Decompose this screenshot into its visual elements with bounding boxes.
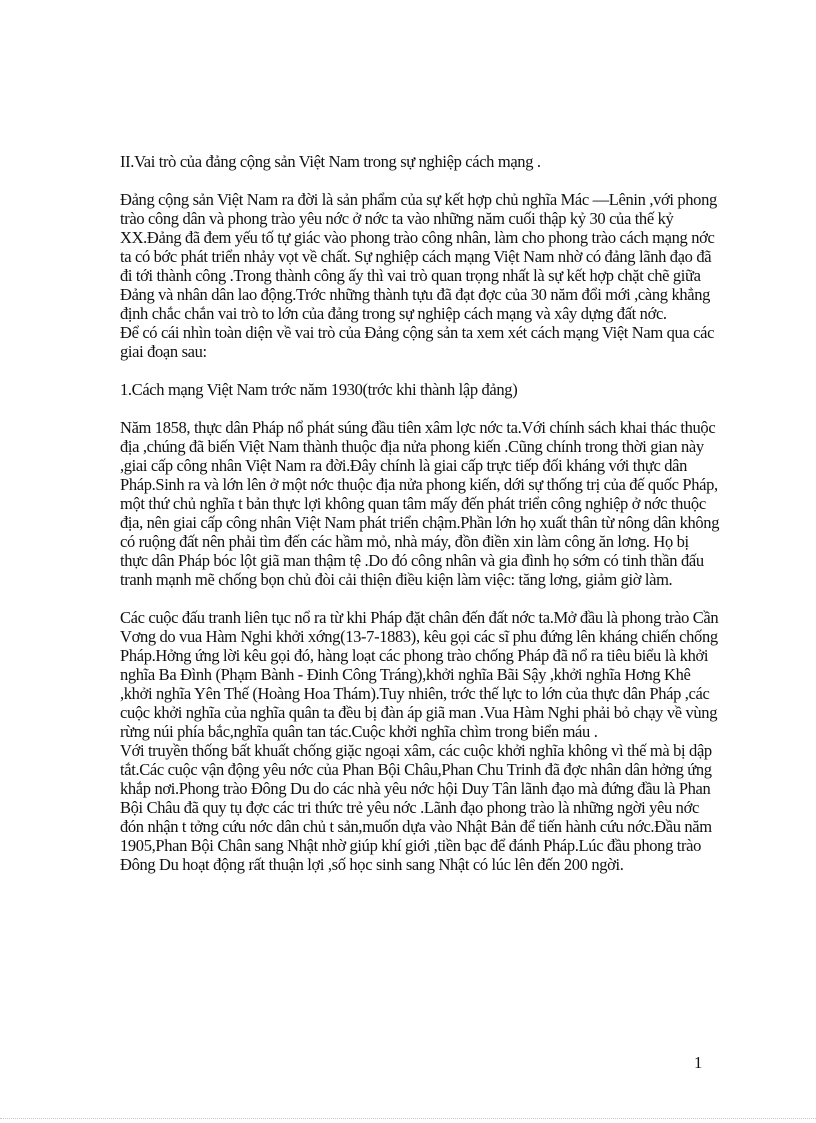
page-bottom-border (0, 1118, 816, 1119)
paragraph-dong-du: Với truyền thống bất khuất chống giặc ngoại xâm, các cuộc khởi nghĩa không vì thế mà bị dập tắt.Các cuộc vận động yêu nớc của Phan Bội Châu,Phan Chu Trinh đã đợc nhân dân hởng ứng khắp nơi.Phong trào Đông Du do các nhà yêu nớc hội Duy Tân lãnh đạo mà đứng đầu là Phan Bội Châu đã quy tụ đợc các tri thức trẻ yêu nớc .Lãnh đạo phong trào là những ngời yêu nớc đón nhận t tởng cứu nớc dân chủ t sản,muốn dựa vào Nhật Bản để tiến hành cứu nớc.Đầu năm 1905,Phan Bội Chân sang Nhật nhờ giúp khí giới ,tiền bạc để đánh Pháp.Lúc đầu phong trào Đông Du hoạt động rất thuận lợi ,số học sinh sang Nhật có lúc lên đến 200 ngời. (120, 741, 712, 874)
paragraph-overview: Để có cái nhìn toàn diện về vai trò của Đảng cộng sản ta xem xét cách mạng Việt Nam qua các giai đoạn sau: (120, 323, 715, 361)
paragraph-colonial: Năm 1858, thực dân Pháp nổ phát súng đầu tiên xâm lợc nớc ta.Với chính sách khai thác thuộc địa ,chúng đã biến Việt Nam thành thuộc địa nửa phong kiến .Cũng chính trong thời gian này ,giai cấp công nhân Việt Nam ra đời.Đây chính là giai cấp trực tiếp đối kháng với thực dân Pháp.Sinh ra và lớn lên ở một nớc thuộc địa nửa phong kiến, dới sự thống trị của đế quốc Pháp, một thứ chủ nghĩa t bản thực lợi không quan tâm mấy đến phát triển công nghiệp ở nớc thuộc địa, nên giai cấp công nhân Việt Nam phát triển chậm.Phần lớn họ xuất thân từ nông dân không có ruộng đất nên phải tìm đến các hầm mỏ, nhà máy, đồn điền xin làm công ăn lơng. Họ bị thực dân Pháp bóc lột giã man thậm tệ .Do đó công nhân và gia đình họ sớm có tinh thần đấu tranh mạnh mẽ chống bọn chủ đòi cải thiện điều kiện làm việc: tăng lơng, giảm giờ làm. (120, 418, 720, 589)
section-heading: II.Vai trò của đảng cộng sản Việt Nam trong sự nghiệp cách mạng . (120, 152, 541, 171)
subsection-heading: 1.Cách mạng Việt Nam trớc năm 1930(trớc khi thành lập đảng) (120, 380, 518, 399)
document-body (120, 152, 720, 874)
paragraph-intro: Đảng cộng sản Việt Nam ra đời là sản phẩm của sự kết hợp chủ nghĩa Mác —Lênin ,với phong trào công dân và phong trào yêu nớc ở nớc ta vào những năm cuối thập kỷ 30 của thế kỷ XX.Đảng đã đem yếu tố tự giác vào phong trào công nhân, làm cho phong trào cách mạng nớc ta có bớc phát triển nhảy vọt về chất. Sự nghiệp cách mạng Việt Nam nhờ có đảng lãnh đạo đã đi tới thành công .Trong thành công ấy thì vai trò quan trọng nhất là sự kết hợp chặt chẽ giữa Đảng và nhân dân lao động.Trớc những thành tựu đã đạt đợc của 30 năm đổi mới ,càng khẳng định chắc chắn vai trò to lớn của đảng trong sự nghiệp cách mạng và xây dựng đất nớc. (120, 190, 717, 323)
paragraph-uprisings: Các cuộc đấu tranh liên tục nổ ra từ khi Pháp đặt chân đến đất nớc ta.Mở đầu là phong trào Cần Vơng do vua Hàm Nghi khởi xớng(13-7-1883), kêu gọi các sĩ phu đứng lên kháng chiến chống Pháp.Hởng ứng lời kêu gọi đó, hàng loạt các phong trào chống Pháp đã nổ ra tiêu biểu là khởi nghĩa Ba Đình (Phạm Bành - Đinh Công Tráng),khởi nghĩa Bãi Sậy ,khởi nghĩa Hơng Khê ,khởi nghĩa Yên Thế (Hoàng Hoa Thám).Tuy nhiên, trớc thế lực to lớn của thực dân Pháp ,các cuộc khởi nghĩa của nghĩa quân ta đều bị đàn áp giã man .Vua Hàm Nghi phải bỏ chạy về vùng rừng núi phía bắc,nghĩa quân tan tác.Cuộc khởi nghĩa chìm trong biển máu . (120, 608, 719, 741)
page-number: 1 (694, 1053, 703, 1072)
